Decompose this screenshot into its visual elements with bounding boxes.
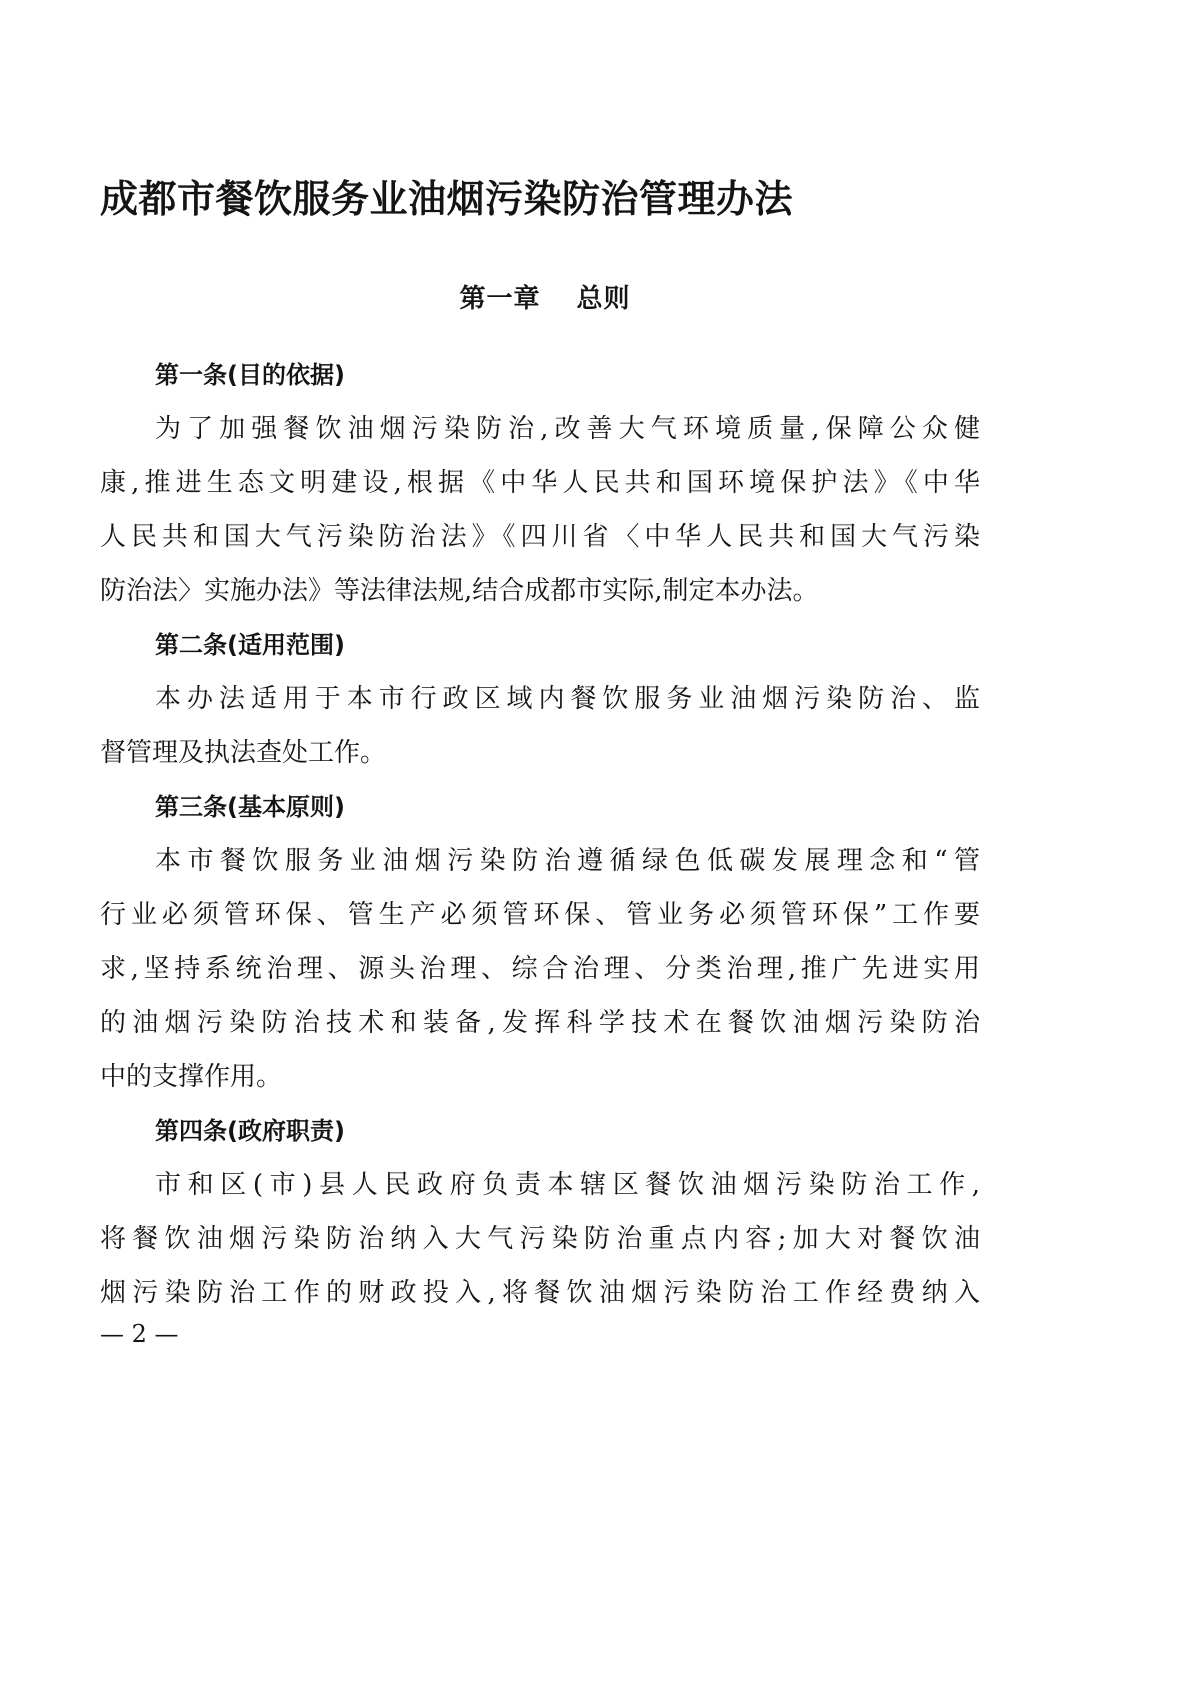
article-heading: 第四条(政府职责): [155, 1117, 345, 1145]
document-title: 成都市餐饮服务业油烟污染防治管理办法: [100, 177, 794, 221]
paragraph-line: 人民共和国大气污染防治法》《四川省〈中华人民共和国大气污染: [100, 522, 980, 552]
article-heading: 第二条(适用范围): [155, 631, 345, 659]
document-body: [100, 348, 980, 1320]
paragraph-line: 的油烟污染防治技术和装备,发挥科学技术在餐饮油烟污染防治: [100, 1008, 980, 1038]
paragraph-line: 本市餐饮服务业油烟污染防治遵循绿色低碳发展理念和“管: [155, 846, 980, 876]
article-heading: 第一条(目的依据): [155, 361, 345, 389]
paragraph-line: 市和区(市)县人民政府负责本辖区餐饮油烟污染防治工作,: [155, 1170, 980, 1200]
paragraph-line: 求,坚持系统治理、源头治理、综合治理、分类治理,推广先进实用: [100, 954, 980, 984]
paragraph-line: 督管理及执法查处工作。: [100, 738, 387, 768]
paragraph-line: 为了加强餐饮油烟污染防治,改善大气环境质量,保障公众健: [155, 414, 980, 444]
article-heading: 第三条(基本原则): [155, 793, 345, 821]
paragraph-line: 防治法〉实施办法》等法律法规,结合成都市实际,制定本办法。: [100, 576, 819, 606]
paragraph-line: 中的支撑作用。: [100, 1062, 283, 1092]
paragraph-line: 康,推进生态文明建设,根据《中华人民共和国环境保护法》《中华: [100, 468, 980, 498]
page-number: — 2 —: [100, 1320, 179, 1348]
paragraph-line: 将餐饮油烟污染防治纳入大气污染防治重点内容;加大对餐饮油: [100, 1224, 980, 1254]
chapter-name: 总则: [576, 284, 631, 314]
paragraph-line: 本办法适用于本市行政区域内餐饮服务业油烟污染防治、监: [155, 684, 980, 714]
chapter-number: 第一章: [459, 284, 541, 314]
chapter-heading: [0, 282, 1090, 316]
paragraph-line: 行业必须管环保、管生产必须管环保、管业务必须管环保”工作要: [100, 900, 980, 930]
paragraph-line: 烟污染防治工作的财政投入,将餐饮油烟污染防治工作经费纳入: [100, 1278, 980, 1308]
